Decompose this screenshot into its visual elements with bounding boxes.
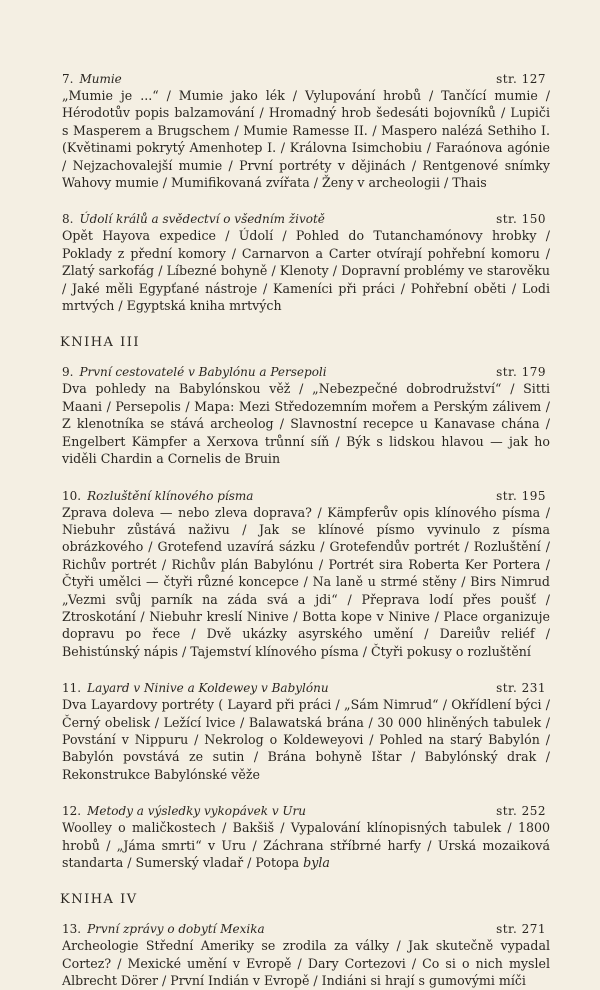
chapter-page: str. 252	[496, 804, 546, 819]
toc-entry-13	[62, 922, 550, 989]
chapter-title: 9. První cestovatelé v Babylónu a Persepoli	[62, 365, 327, 380]
chapter-page: str. 195	[496, 488, 546, 503]
chapter-page: str. 271	[496, 922, 546, 937]
chapter-title: 13. První zprávy o dobytí Mexika	[62, 922, 265, 937]
toc-entry-11	[62, 681, 550, 783]
book-heading: KNIHA IV	[60, 892, 138, 908]
chapter-contents: Dva pohledy na Babylónskou věž / „Nebezpečné dobrodružství“ / Sitti Maani / Persepolis / Mapa: Mezi Středozemním mořem a Perským zálivem / Z klenotníka se stává archeolog / Slavnostní recepce u Kanavase chána / Engelbert Kämpfer a Xerxova trůnní síň / Býk s lidskou hlavou — jak ho viděli Chardin a Cornelis de Bruin	[62, 381, 550, 467]
emphasized-word: byla	[303, 855, 330, 870]
chapter-title: 11. Layard v Ninive a Koldewey v Babylónu	[62, 681, 329, 696]
chapter-page: str. 150	[496, 212, 546, 227]
toc-entry-12	[62, 804, 550, 871]
toc-entry-10	[62, 489, 550, 661]
chapter-contents: Archeologie Střední Ameriky se zrodila za války / Jak skutečně vypadal Cortez? / Mexické umění v Evropě / Dary Cortezovi / Co si o nich myslel Albrecht Dörer / První Indián v Evropě / Indiáni si hrají s gumovými míči	[62, 938, 550, 989]
toc-entry-8	[62, 212, 550, 314]
chapter-page: str. 179	[496, 365, 546, 380]
book-heading: KNIHA III	[60, 335, 140, 351]
toc-entry-9	[62, 365, 550, 467]
chapter-number: 10.	[62, 488, 82, 503]
toc-entry-7	[62, 72, 550, 191]
chapter-title: 8. Údolí králů a svědectví o všedním životě	[62, 212, 325, 227]
chapter-number: 7.	[62, 72, 74, 86]
chapter-contents: Woolley o maličkostech / Bakšiš / Vypalování klínopisných tabulek / 1800 hrobů / „Jáma smrti“ v Uru / Záchrana stříbrné harfy / Urská mozaiková standarta / Sumerský vladař / Potopa byla	[62, 820, 550, 870]
chapter-contents: Opět Hayova expedice / Údolí / Pohled do Tutanchamónovy hrobky / Poklady z přední komory / Carnarvon a Carter otvírají pohřební komoru / Zlatý sarkofág / Líbezné bohyně / Klenoty / Dopravní problémy ve starověku / Jaké měli Egypťané nástroje / Kameníci při práci / Pohřební oběti / Lodi mrtvých / Egyptská kniha mrtvých	[62, 228, 550, 314]
chapter-number: 8.	[62, 212, 74, 227]
chapter-contents: „Mumie je ...“ / Mumie jako lék / Vylupování hrobů / Tančící mumie / Hérodotův popis balzamování / Hromadný hrob šedesáti bojovníků / Lupiči s Masperem a Brugschem / Mumie Ramesse II. / Maspero nalézá Sethiho I. (Květinami pokrytý Amenhotep I. / Královna Isimchobiu / Faraónova agónie / Nejzachovalejší mumie / První portréty v dějinách / Rentgenové snímky Wahovy mumie / Mumifikovaná zvířata / Ženy v archeologii / Thais	[62, 88, 550, 191]
chapter-title: 10. Rozluštění klínového písma	[62, 488, 254, 503]
chapter-page: str. 231	[496, 681, 546, 696]
chapter-contents: Zprava doleva — nebo zleva doprava? / Kämpferův opis klínového písma / Niebuhr zůstává naživu / Jak se klínové písmo vyvinulo z písma obrázkového / Grotefend uzavírá sázku / Grotefendův portrét / Rozluštění / Richův portrét / Richův plán Babylónu / Portrét sira Roberta Ker Portera / Čtyři umělci — čtyři různé koncepce / Na laně u strmé stěny / Birs Nimrud „Vezmi svůj parník na záda svá a jdi“ / Přeprava lodí přes poušť / Ztroskotání / Niebuhr kreslí Ninive / Botta kope v Ninive / Place organizuje dopravu po řece / Dvě ukázky asyrského umění / Dareiův reliéf / Behistúnský nápis / Tajemství klínového písma / Čtyři pokusy o rozluštění	[62, 504, 550, 659]
chapter-page: str. 127	[496, 72, 546, 86]
chapter-title: 7. Mumie	[62, 72, 122, 86]
chapter-number: 12.	[62, 804, 82, 819]
chapter-title: 12. Metody a výsledky vykopávek v Uru	[62, 804, 307, 819]
chapter-contents: Dva Layardovy portréty ( Layard při práci / „Sám Nimrud“ / Okřídlení býci / Černý obelisk / Ležící lvice / Balawatská brána / 30 000 hliněných tabulek / Povstání v Nippuru / Nekrolog o Koldeweyovi / Pohled na starý Babylón / Babylón povstává ze sutin / Brána bohyně Ištar / Babylónský drak / Rekonstrukce Babylónské věže	[62, 697, 550, 782]
chapter-number: 11.	[62, 681, 82, 696]
chapter-number: 9.	[62, 365, 74, 380]
chapter-number: 13.	[62, 922, 82, 937]
